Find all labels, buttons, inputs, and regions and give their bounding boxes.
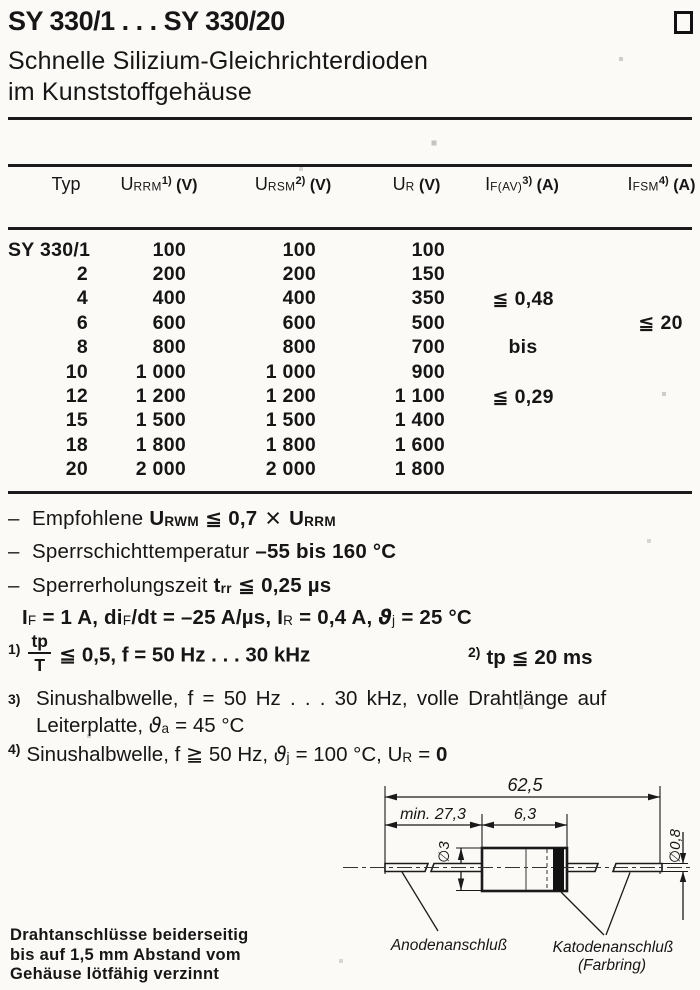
cell-ifsm: [615, 287, 692, 311]
cell-ifav: [445, 458, 615, 491]
cell-ur: 1 800: [394, 458, 445, 481]
solderability-note-line-2: bis auf 1,5 mm Abstand vom: [10, 945, 241, 964]
cell-urrm: 800: [152, 336, 186, 359]
cell-ifav: ≦ 0,29: [492, 385, 554, 408]
footnote-2-marker: 2): [468, 644, 481, 660]
cell-typ: 18: [65, 433, 88, 456]
cell-ursm: 100: [282, 238, 316, 261]
ratings-table-wrap: [8, 164, 696, 494]
cell-ifav: bis: [508, 336, 538, 359]
cell-ur: 700: [411, 336, 445, 359]
cell-urrm: 200: [152, 263, 186, 286]
cell-ifsm: [615, 262, 692, 286]
cell-typ: 2: [76, 263, 88, 286]
cell-typ: 6: [76, 311, 88, 334]
page-title: SY 330/1 . . . SY 330/20: [8, 6, 285, 36]
cell-ursm: 400: [282, 287, 316, 310]
column-header-typ: Typ: [8, 167, 88, 229]
column-header-urrm: URRM$^{1)}$ (V): [88, 167, 186, 229]
cell-typ: 12: [65, 385, 88, 408]
footnote-1: $^{1)}$ $\frac{tp}{T}$ ≦ 0,5, f = 50 Hz . . . 30 kHz: [8, 631, 311, 675]
solderability-note-line-3: Gehäuse lötfähig verzinnt: [10, 965, 220, 983]
cell-ifav: [445, 229, 615, 263]
cell-ur: 1 600: [394, 433, 445, 456]
anode-label: Anodenanschluß: [390, 937, 508, 954]
duty-cycle-fraction: $\frac{tp}{T}$: [28, 632, 51, 674]
cell-ur: 100: [411, 238, 445, 261]
cathode-leader-line: [606, 873, 630, 936]
cell-ifsm: [615, 458, 692, 491]
theta-symbol: ϑ: [273, 742, 287, 766]
cell-ifsm: ≦ 20: [638, 312, 683, 335]
theta-symbol: ϑ: [378, 605, 393, 629]
note-test-conditions: IF = 1 A, diF/dt = –25 A/µs, IR = 0,4 A, ϑj = 25 °C: [22, 605, 472, 629]
cell-typ: SY 330/1: [8, 238, 91, 261]
subtitle-line-2: im Kunststoffgehäuse: [8, 78, 252, 106]
cathode-label-farbring: (Farbring): [577, 957, 647, 974]
cathode-band: [553, 848, 564, 891]
cathode-label: Katodenanschluß: [552, 939, 674, 956]
table-row: [8, 409, 692, 433]
cell-ursm: 1 200: [265, 385, 316, 408]
dimension-wire-diameter: ∅0,8: [667, 829, 684, 863]
cell-ursm: 1 000: [265, 360, 316, 383]
cell-urrm: 1 200: [135, 385, 186, 408]
header-row: [8, 167, 692, 229]
cell-ifsm: [615, 336, 692, 360]
cathode-leader-line: [561, 892, 604, 935]
cell-ursm: 600: [282, 311, 316, 334]
cell-ifav: [445, 409, 615, 433]
table-row: [8, 311, 692, 335]
cell-ursm: 1 500: [265, 409, 316, 432]
dimension-body-length: 6,3: [513, 806, 537, 823]
cell-ifav: [445, 311, 615, 335]
dimension-overall-length: 62,5: [507, 775, 543, 795]
cell-ursm: 800: [282, 336, 316, 359]
cell-ur: 350: [411, 287, 445, 310]
footnote-2: $^{2)}$ tp ≦ 20 ms: [468, 644, 593, 669]
cell-urrm: 2 000: [135, 458, 186, 481]
subtitle-line-1: Schnelle Silizium-Gleichrichterdioden: [8, 47, 429, 75]
column-header-ursm: URSM$^{2)}$ (V): [186, 167, 316, 229]
table-row: [8, 433, 692, 457]
cell-ifsm: [615, 360, 692, 384]
multiplication-sign: ×: [265, 503, 282, 533]
cell-ifav: [445, 360, 615, 384]
column-header-ifsm: IFSM$^{4)}$ (A): [615, 167, 692, 229]
footnote-4-marker: 4): [8, 741, 21, 757]
column-header-ur: UR (V): [316, 167, 445, 229]
footnote-3-marker: 3): [8, 691, 21, 707]
cell-ifav: [445, 433, 615, 457]
cell-typ: 10: [65, 360, 88, 383]
scan-noise: [0, 0, 2, 2]
table-row: [8, 262, 692, 286]
cell-ursm: 2 000: [265, 458, 316, 481]
cell-ur: 150: [411, 263, 445, 286]
cell-ifsm: [615, 384, 692, 408]
table-row: [8, 458, 692, 491]
cell-ifav: [445, 262, 615, 286]
anode-leader-line: [402, 872, 438, 931]
table-row: [8, 384, 692, 408]
table-row: [8, 336, 692, 360]
cell-typ: 8: [76, 336, 88, 359]
cell-ur: 500: [411, 311, 445, 334]
cell-ur: 1 100: [394, 385, 445, 408]
cell-urrm: 600: [152, 311, 186, 334]
subtitle-divider-rule: [8, 117, 692, 120]
page-subtitle: [8, 46, 428, 108]
cell-ifsm: [615, 229, 692, 263]
cell-urrm: 1 500: [135, 409, 186, 432]
dimension-body-diameter: ∅3: [436, 841, 453, 863]
package-outline-drawing: [335, 770, 700, 990]
table-row: [8, 360, 692, 384]
footnote-3: 3) Sinushalbwelle, f = 50 Hz . . . 30 kHz, volle Drahtlänge auf Leiterplatte, ϑa = 45 °C: [8, 687, 607, 737]
cell-ursm: 1 800: [265, 433, 316, 456]
table-row: [8, 287, 692, 311]
cell-urrm: 400: [152, 287, 186, 310]
cell-ifsm: [615, 409, 692, 433]
cell-urrm: 1 800: [135, 433, 186, 456]
cell-ifsm: [615, 433, 692, 457]
cell-ifav: ≦ 0,48: [492, 287, 554, 310]
dimension-lead-length: min. 27,3: [400, 806, 466, 823]
note-reverse-recovery: – Sperrerholungszeit trr ≦ 0,25 µs: [8, 574, 332, 597]
note-junction-temperature: – Sperrschichttemperatur –55 bis 160 °C: [8, 540, 397, 563]
ratings-table: [8, 167, 696, 491]
cell-urrm: 1 000: [135, 360, 186, 383]
cell-ur: 1 400: [394, 409, 445, 432]
cell-ursm: 200: [282, 263, 316, 286]
cell-typ: 20: [65, 458, 88, 481]
table-row: [8, 229, 692, 263]
document-marker-square: [674, 11, 693, 34]
footnote-1-marker: 1): [8, 641, 21, 658]
column-header-ifav: IF(AV)$^{3)}$ (A): [445, 167, 615, 229]
solderability-note-line-1: Drahtanschlüsse beiderseitig: [10, 926, 249, 944]
cell-ur: 900: [411, 360, 445, 383]
footnote-4: $^{4)}$ Sinushalbwelle, f ≧ 50 Hz, ϑj = 100 °C, UR = 0: [8, 741, 448, 766]
cell-urrm: 100: [152, 238, 186, 261]
theta-symbol: ϑ: [148, 713, 162, 737]
solderability-note: [10, 926, 249, 985]
note-recommended-urwm: – Empfohlene URWM ≦ 0,7 × URRM: [8, 503, 337, 533]
cell-typ: 15: [65, 409, 88, 432]
cell-typ: 4: [76, 287, 88, 310]
